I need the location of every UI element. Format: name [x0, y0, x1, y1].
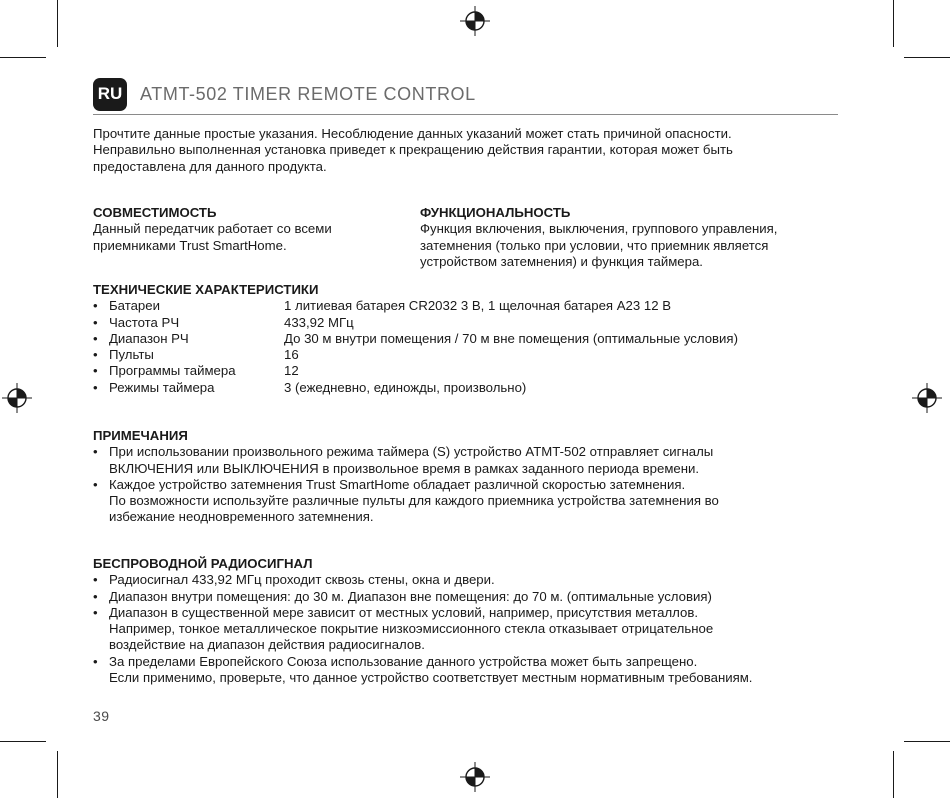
crop-mark-top-right [893, 0, 894, 47]
notes-list [93, 444, 853, 525]
spec-value: До 30 м внутри помещения / 70 м вне помещения (оптимальные условия) [284, 330, 738, 346]
note-line: • Каждое устройство затемнения Trust SmartHome обладает различной скоростью затемнения. [109, 476, 686, 492]
spec-label: • Батареи [109, 298, 160, 314]
wireless-list [93, 572, 873, 686]
compatibility-line: Данный передатчик работает со всеми [93, 221, 332, 237]
spec-item [93, 347, 853, 363]
compatibility-line: приемниками Trust SmartHome. [93, 237, 287, 253]
intro-line: Неправильно выполненная установка приведет к прекращению действия гарантии, которая может быть [93, 142, 733, 158]
wireless-item [93, 605, 873, 654]
specs-heading: ТЕХНИЧЕСКИЕ ХАРАКТЕРИСТИКИ [93, 282, 319, 297]
wireless-item [93, 572, 873, 588]
language-badge: RU [93, 78, 127, 111]
functionality-line: устройством затемнения) и функция таймера. [420, 253, 703, 269]
crop-mark-top-right-h [904, 57, 950, 58]
functionality-heading: ФУНКЦИОНАЛЬНОСТЬ [420, 205, 571, 220]
notes-section [93, 428, 853, 526]
spec-item [93, 315, 853, 331]
note-line: По возможности используйте различные пульты для каждого приемника устройства затемнения во [109, 493, 719, 509]
wireless-line: Если применимо, проверьте, что данное устройство соответствует местным нормативным требованиям. [109, 670, 753, 686]
wireless-line: • За пределами Европейского Союза использование данного устройства может быть запрещено. [109, 653, 698, 669]
wireless-item [93, 589, 873, 605]
registration-mark-left [2, 383, 32, 413]
spec-label: • Частота РЧ [109, 314, 180, 330]
registration-mark-top [460, 6, 490, 36]
registration-mark-right [912, 383, 942, 413]
compatibility-section [93, 205, 403, 254]
wireless-line: • Диапазон внутри помещения: до 30 м. Диапазон вне помещения: до 70 м. (оптимальные условия) [109, 588, 712, 604]
spec-value: 1 литиевая батарея CR2032 3 В, 1 щелочная батарея A23 12 В [284, 298, 671, 314]
spec-item [93, 331, 853, 347]
wireless-line: • Радиосигнал 433,92 МГц проходит сквозь стены, окна и двери. [109, 572, 495, 588]
product-title: ATMT-502 TIMER REMOTE CONTROL [140, 83, 476, 104]
spec-label: • Программы таймера [109, 363, 236, 379]
note-line: избежание неодновременного затемнения. [109, 509, 374, 525]
specs-section [93, 282, 853, 396]
functionality-section [420, 205, 850, 270]
intro-line: Прочтите данные простые указания. Несоблюдение данных указаний может стать причиной опасности. [93, 126, 732, 141]
crop-mark-bottom-left [57, 751, 58, 798]
spec-item [93, 380, 853, 396]
note-item [93, 477, 853, 526]
wireless-heading: БЕСПРОВОДНОЙ РАДИОСИГНАЛ [93, 556, 313, 571]
crop-mark-bottom-right [893, 751, 894, 798]
wireless-section [93, 556, 873, 686]
crop-mark-bottom-right-h [904, 741, 950, 742]
page-number: 39 [93, 708, 110, 724]
note-line: • При использовании произвольного режима таймера (S) устройство ATMT-502 отправляет сигналы [109, 444, 714, 460]
spec-label: • Пульты [109, 347, 154, 363]
functionality-line: Функция включения, выключения, группового управления, [420, 221, 778, 237]
note-line: ВКЛЮЧЕНИЯ или ВЫКЛЮЧЕНИЯ в произвольное время в рамках заданного периода времени. [109, 460, 700, 476]
compatibility-heading: СОВМЕСТИМОСТЬ [93, 205, 217, 220]
spec-value: 433,92 МГц [284, 314, 354, 330]
spec-item [93, 363, 853, 379]
wireless-line: Например, тонкое металлическое покрытие низкоэмиссионного стекла отказывает отрицательное [109, 621, 714, 637]
intro-line: предоставлена для данного продукта. [93, 158, 327, 174]
wireless-line: воздействие на диапазон действия радиосигналов. [109, 637, 425, 653]
intro-paragraph [93, 126, 853, 175]
spec-value: 16 [284, 347, 299, 363]
functionality-line: затемнения (только при условии, что приемник является [420, 237, 769, 253]
spec-item [93, 298, 853, 314]
header-divider [93, 114, 838, 115]
registration-mark-bottom [460, 762, 490, 792]
spec-label: • Диапазон РЧ [109, 330, 189, 346]
crop-mark-top-left [57, 0, 58, 47]
spec-value: 12 [284, 363, 299, 379]
notes-heading: ПРИМЕЧАНИЯ [93, 428, 188, 443]
crop-mark-top-left-h [0, 57, 46, 58]
note-item [93, 444, 853, 477]
spec-label: • Режимы таймера [109, 379, 215, 395]
crop-mark-bottom-left-h [0, 741, 46, 742]
specs-list [93, 298, 853, 396]
wireless-line: • Диапазон в существенной мере зависит от местных условий, например, присутствия металлов. [109, 604, 699, 620]
page-header [93, 77, 476, 111]
spec-value: 3 (ежедневно, единожды, произвольно) [284, 379, 527, 395]
wireless-item [93, 654, 873, 687]
